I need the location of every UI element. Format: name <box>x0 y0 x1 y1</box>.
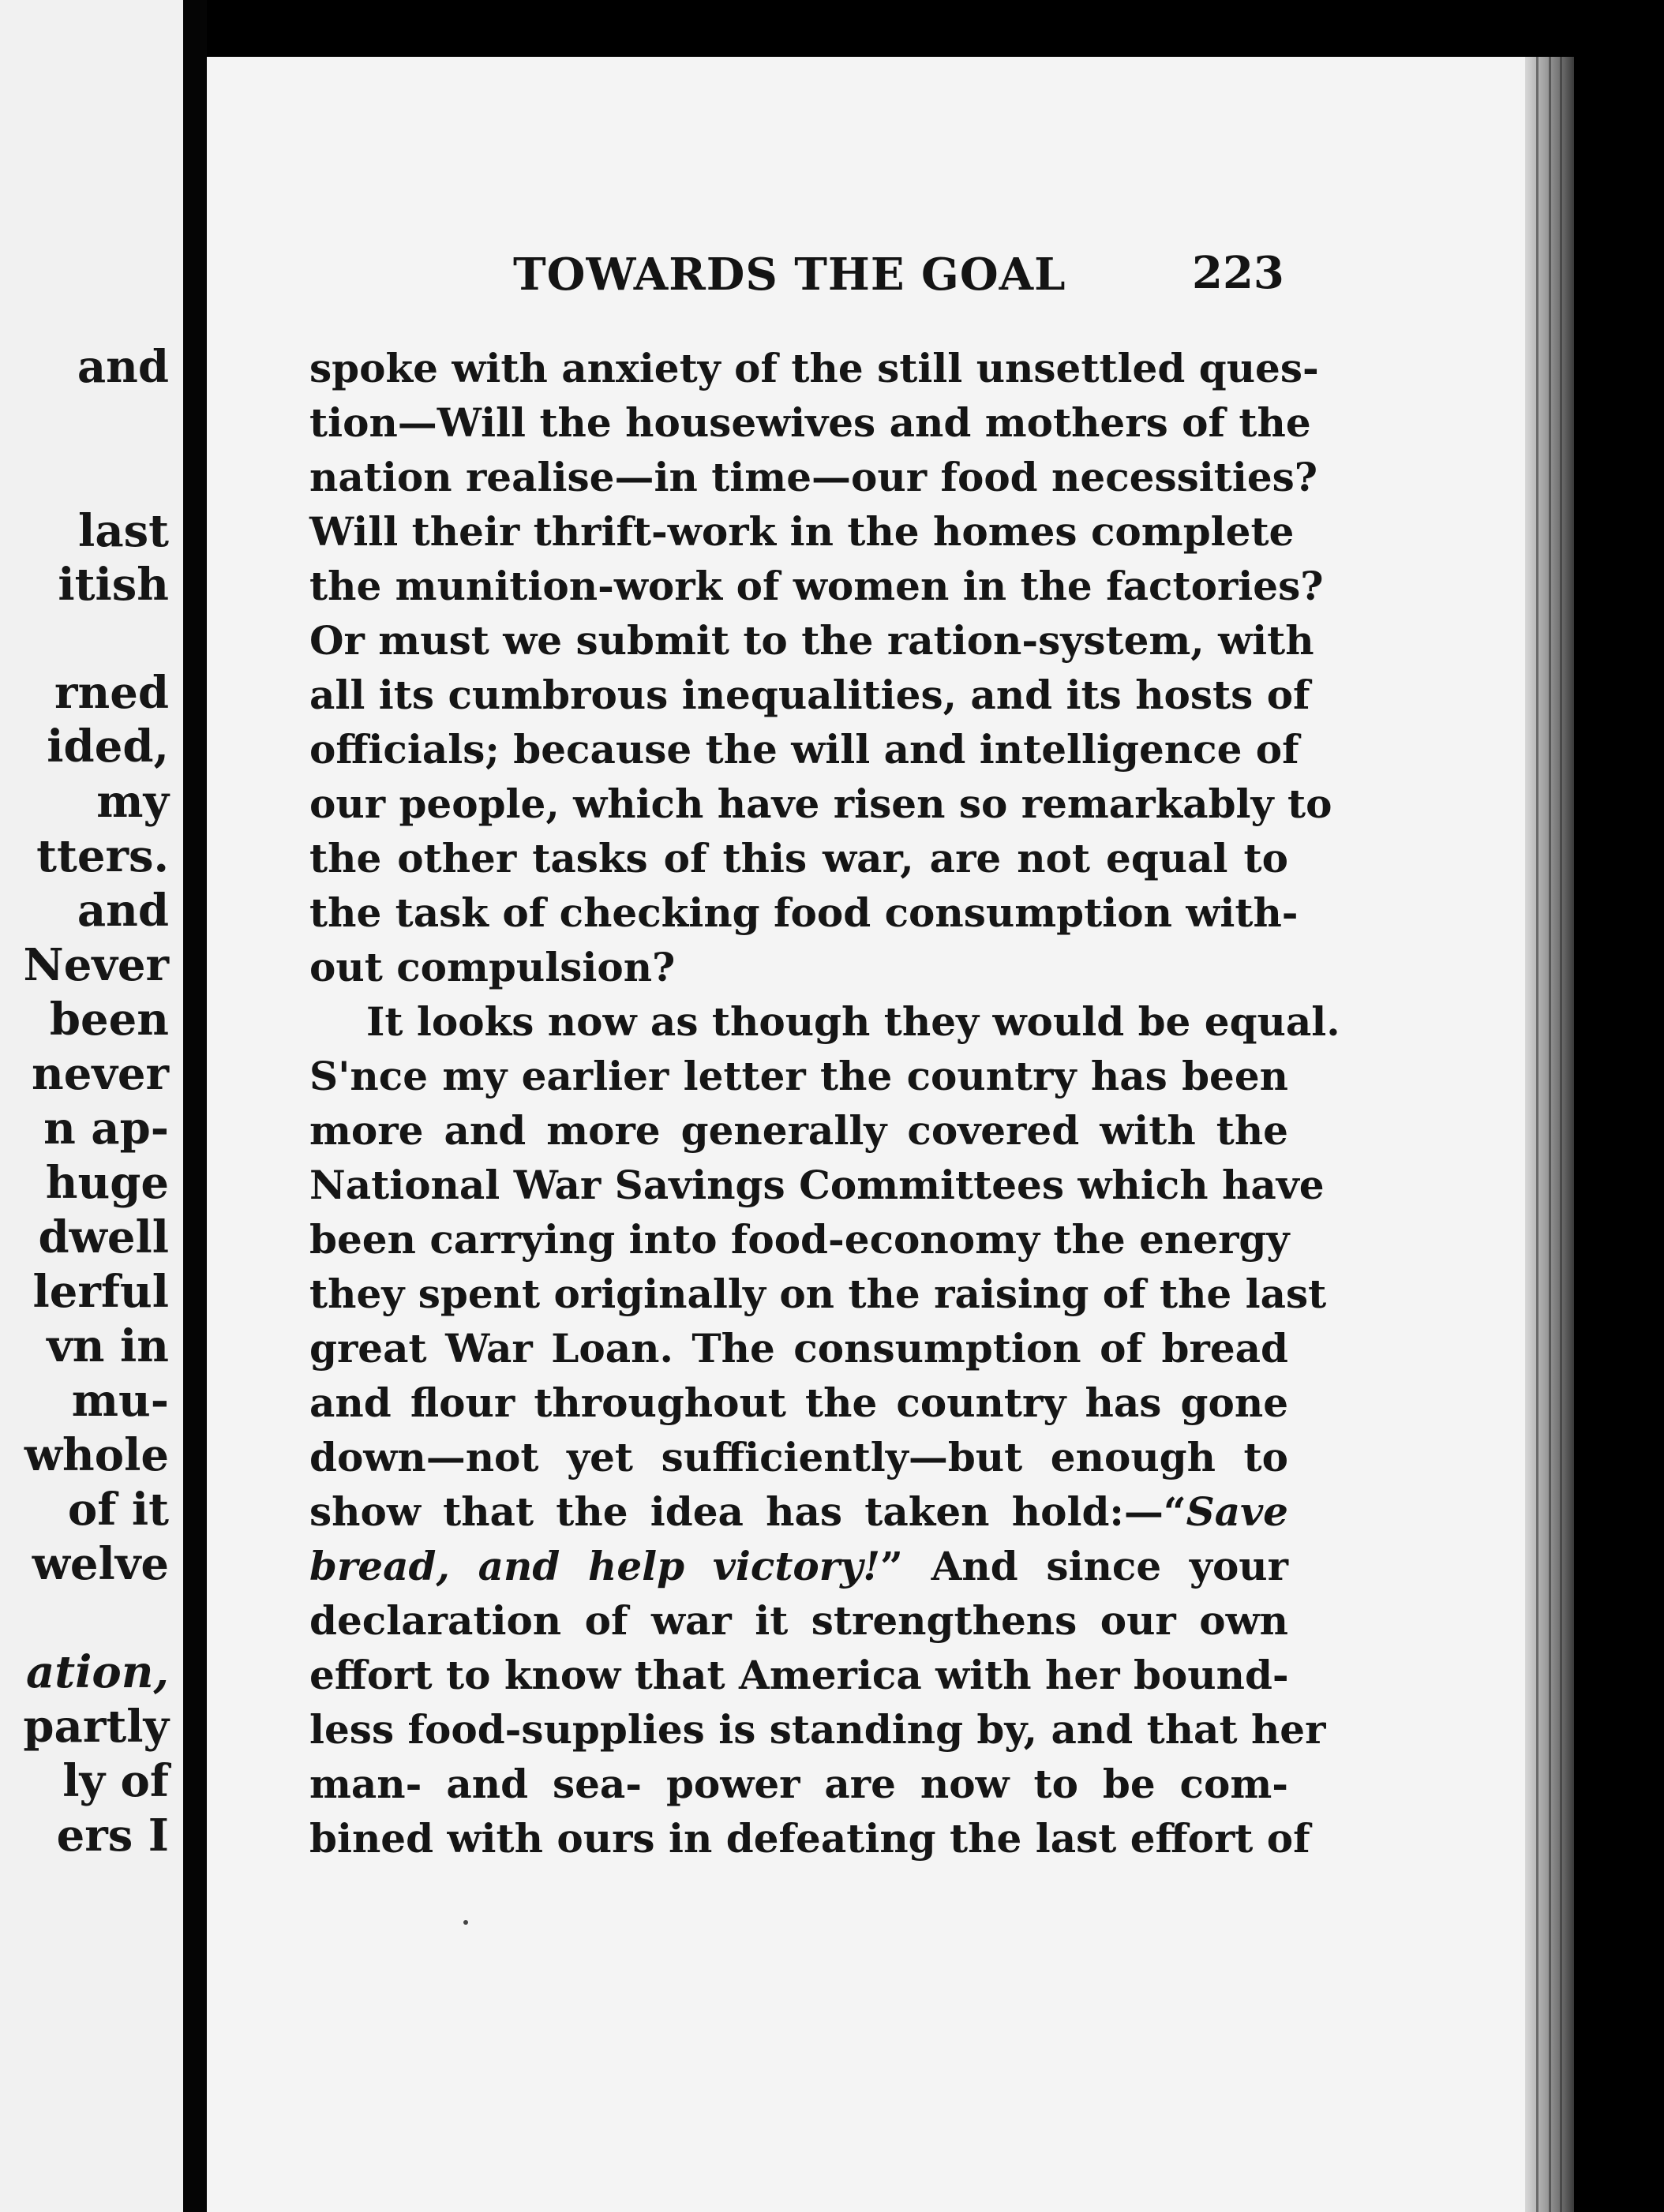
facing-page-line: ers I <box>56 1810 169 1862</box>
text-span: spoke with anxiety of the still unsettled ques- <box>309 345 1319 391</box>
text-span: the other tasks of this war, are not equal to <box>309 835 1288 881</box>
text-line <box>309 559 1324 613</box>
facing-page-line: ided, <box>47 720 169 773</box>
running-head: TOWARDS THE GOAL <box>513 249 1066 301</box>
text-span: been carrying into food-economy the energy <box>309 1216 1290 1263</box>
italic-text: bread, and help victory! <box>309 1543 881 1589</box>
facing-page-line: my <box>96 776 169 828</box>
facing-page-line: last <box>78 505 169 557</box>
facing-page-line: never <box>31 1048 169 1100</box>
body-text <box>309 341 1340 1866</box>
page-edge-stack <box>1525 57 1574 2212</box>
facing-page-line: lerful <box>32 1266 169 1318</box>
text-line <box>309 504 1295 559</box>
text-span: effort to know that America with her bound- <box>309 1652 1289 1698</box>
text-span: nation realise—in time—our food necessities? <box>309 454 1318 500</box>
text-line <box>309 777 1332 831</box>
text-line <box>309 1811 1310 1866</box>
text-line <box>309 395 1311 450</box>
text-line <box>309 341 1319 395</box>
book-gutter <box>183 0 207 2212</box>
text-line <box>309 1375 1288 1430</box>
text-span: Or must we submit to the ration-system, with <box>309 617 1314 664</box>
facing-page-line: tters. <box>36 830 169 882</box>
text-line <box>309 885 1299 940</box>
facing-page-line: vn in <box>47 1320 169 1372</box>
facing-page-line: ly of <box>62 1755 169 1807</box>
text-span: more and more generally covered with the <box>309 1107 1288 1154</box>
facing-page-line: itish <box>58 559 169 611</box>
text-line <box>309 722 1299 777</box>
facing-page-line: rned <box>54 667 169 719</box>
text-line <box>309 1049 1288 1103</box>
text-line <box>309 613 1314 668</box>
text-line <box>309 1484 1288 1539</box>
facing-page-line: mu- <box>71 1375 169 1427</box>
text-span: declaration of war it strengthens our own <box>309 1597 1288 1644</box>
text-span: officials; because the will and intelligence of <box>309 726 1299 773</box>
italic-text: Save <box>1186 1488 1288 1535</box>
text-span: It looks now as though they would be equal. <box>366 998 1340 1045</box>
text-line <box>309 1158 1325 1212</box>
text-span: tion—Will the housewives and mothers of the <box>309 399 1311 446</box>
text-span: the munition-work of women in the factories? <box>309 563 1324 609</box>
paper-speck <box>463 1920 468 1925</box>
text-span: less food-supplies is standing by, and that her <box>309 1706 1326 1753</box>
facing-page-line: whole <box>24 1429 169 1481</box>
text-line <box>309 994 1340 1049</box>
text-line <box>309 1539 1288 1593</box>
facing-page-line: and <box>77 341 169 393</box>
text-span: show that the idea has taken hold:—“ <box>309 1488 1186 1535</box>
text-line <box>309 1430 1288 1484</box>
page-number: 223 <box>1192 247 1284 299</box>
facing-page-line: of it <box>67 1484 169 1536</box>
facing-page-line: Never <box>23 939 169 991</box>
text-span: the task of checking food consumption with- <box>309 889 1299 936</box>
text-line <box>309 1321 1288 1375</box>
facing-page-line: welve <box>32 1538 169 1590</box>
text-line <box>309 1648 1288 1702</box>
text-span: they spent originally on the raising of the last <box>309 1271 1327 1317</box>
text-span: our people, which have risen so remarkably to <box>309 780 1332 827</box>
text-span: all its cumbrous inequalities, and its hosts of <box>309 672 1310 718</box>
facing-page-line: ation, <box>26 1646 169 1698</box>
text-line <box>309 1103 1288 1158</box>
facing-page-fragment <box>0 0 183 2212</box>
facing-page-line: dwell <box>38 1211 169 1263</box>
text-span: great War Loan. The consumption of bread <box>309 1325 1288 1372</box>
text-line <box>309 1267 1327 1321</box>
text-span: out compulsion? <box>309 944 676 990</box>
text-line <box>309 450 1318 504</box>
text-line <box>309 1593 1288 1648</box>
text-span: down—not yet sufficiently—but enough to <box>309 1434 1288 1480</box>
facing-page-line: n ap- <box>43 1102 169 1155</box>
text-line <box>309 940 1288 994</box>
text-line <box>309 1757 1288 1811</box>
facing-page-line: been <box>49 994 169 1046</box>
text-line <box>309 831 1288 885</box>
text-span: and flour throughout the country has gone <box>309 1379 1288 1426</box>
text-line <box>309 1212 1288 1267</box>
text-span: man- and sea- power are now to be com- <box>309 1761 1288 1807</box>
facing-page-line: huge <box>45 1157 169 1209</box>
text-span: Will their thrift-work in the homes complete <box>309 508 1295 555</box>
text-span: bined with ours in defeating the last effort of <box>309 1815 1310 1862</box>
text-span: S'nce my earlier letter the country has been <box>309 1053 1288 1099</box>
text-span: ” And since your <box>880 1543 1288 1589</box>
facing-page-line: and <box>77 885 169 937</box>
text-line <box>309 1702 1326 1757</box>
text-span: National War Savings Committees which have <box>309 1162 1325 1208</box>
text-line <box>309 668 1310 722</box>
facing-page-line: partly <box>23 1701 169 1753</box>
